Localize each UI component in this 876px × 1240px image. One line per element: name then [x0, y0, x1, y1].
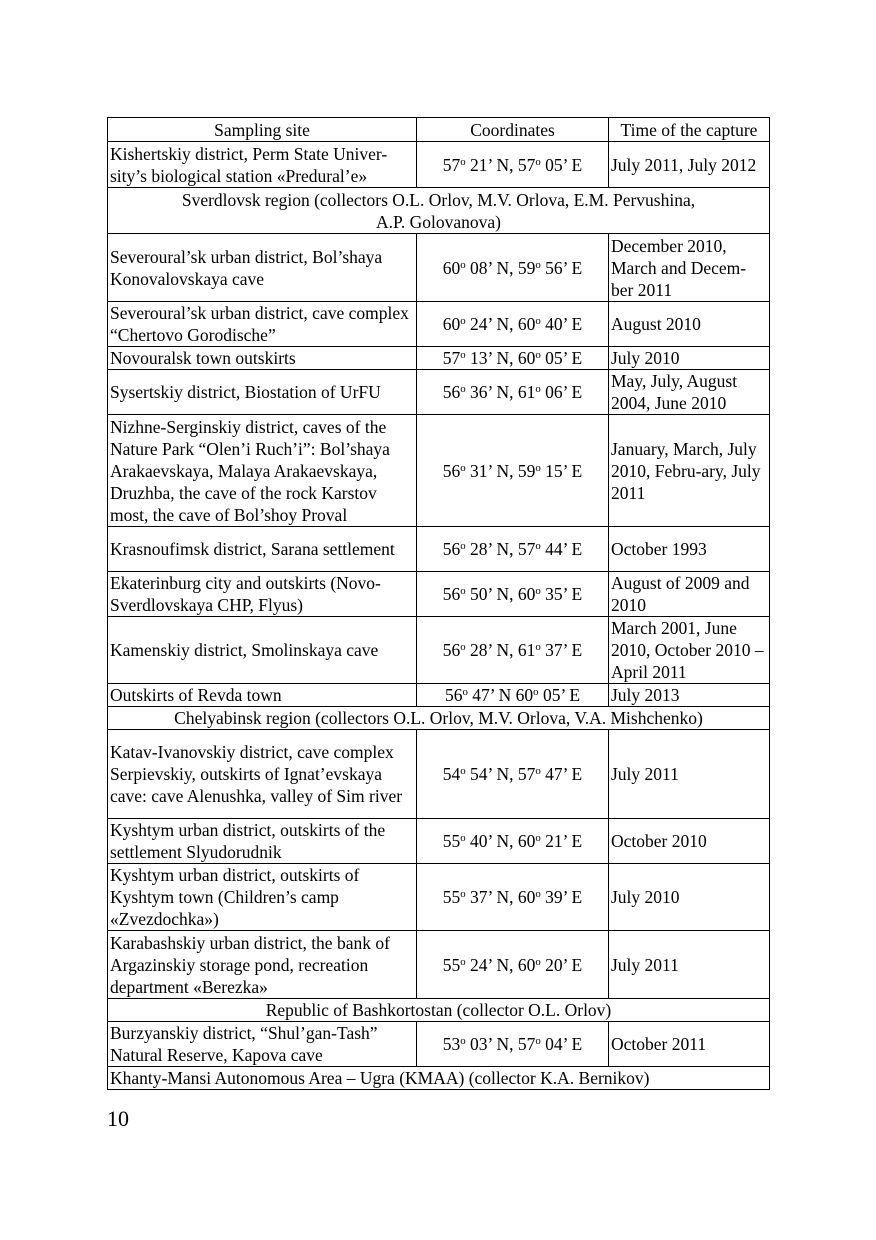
longitude-degrees: 57 — [517, 539, 536, 559]
sampling-site-cell: Karabashskiy urban district, the bank of Argazinskiy storage pond, recreation department «Berezka» — [108, 931, 417, 999]
capture-time-cell: July 2010 — [609, 864, 770, 931]
degree-mark: o — [533, 686, 539, 699]
sampling-site-cell: Sysertskiy district, Biostation of UrFU — [108, 370, 417, 415]
longitude-degrees: 60 — [515, 685, 534, 705]
longitude-minutes: 05’ E — [540, 348, 583, 368]
latitude-degrees: 55 — [442, 831, 461, 851]
latitude-minutes: 13’ N, — [465, 348, 518, 368]
longitude-minutes: 47’ E — [540, 764, 583, 784]
table-row — [108, 572, 770, 617]
sampling-site-cell: Severoural’sk urban district, cave complex “Chertovo Gorodische” — [108, 302, 417, 347]
latitude-minutes: 36’ N, — [465, 382, 518, 402]
table-header-row — [108, 118, 770, 142]
latitude-minutes: 54’ N, — [465, 764, 518, 784]
longitude-minutes: 35’ E — [540, 584, 583, 604]
sampling-site-cell: Kyshtym urban district, outskirts of the settlement Slyudorudnik — [108, 819, 417, 864]
longitude-degrees: 57 — [517, 764, 536, 784]
latitude-minutes: 21’ N, — [465, 154, 518, 175]
degree-mark: o — [535, 955, 541, 968]
longitude-degrees: 60 — [517, 954, 536, 975]
table-row — [108, 302, 770, 347]
longitude-degrees: 61 — [517, 382, 536, 402]
header-coordinates: Coordinates — [417, 118, 609, 142]
latitude-degrees: 56 — [442, 460, 461, 481]
sampling-site-cell: Novouralsk town outskirts — [108, 347, 417, 370]
latitude-minutes: 50’ N, — [465, 584, 518, 604]
degree-mark: o — [460, 585, 466, 598]
latitude-minutes: 28’ N, — [465, 640, 518, 660]
longitude-degrees: 61 — [517, 640, 536, 660]
capture-time-cell: May, July, August 2004, June 2010 — [609, 370, 770, 415]
latitude-degrees: 54 — [442, 764, 461, 784]
longitude-minutes: 37’ E — [540, 640, 583, 660]
table-row — [108, 1022, 770, 1067]
degree-mark: o — [460, 349, 466, 362]
capture-time-cell: October 1993 — [609, 527, 770, 572]
coordinates-cell — [417, 1022, 609, 1067]
table-row — [108, 684, 770, 707]
sampling-site-cell: Katav-Ivanovskiy district, cave complex Serpievskiy, outskirts of Ignat’evskaya cave: cave Alenushka, valley of Sim river — [108, 730, 417, 819]
longitude-minutes: 05’ E — [540, 154, 583, 175]
longitude-degrees: 60 — [517, 887, 536, 907]
table-row — [108, 617, 770, 684]
sampling-site-cell: Kamenskiy district, Smolinskaya cave — [108, 617, 417, 684]
capture-time-cell: August of 2009 and 2010 — [609, 572, 770, 617]
latitude-degrees: 55 — [442, 887, 461, 907]
sampling-site-cell: Kishertskiy district, Perm State Univer-sity’s biological station «Predural’e» — [108, 142, 417, 188]
degree-mark: o — [535, 585, 541, 598]
latitude-degrees: 57 — [442, 154, 461, 175]
degree-mark: o — [535, 349, 541, 362]
header-sampling-site: Sampling site — [108, 118, 417, 142]
latitude-minutes: 37’ N, — [465, 887, 518, 907]
longitude-minutes: 05’ E — [538, 685, 581, 705]
region-row — [108, 707, 770, 730]
longitude-minutes: 06’ E — [540, 382, 583, 402]
latitude-degrees: 56 — [442, 539, 461, 559]
longitude-degrees: 60 — [517, 314, 536, 334]
sampling-site-cell: Ekaterinburg city and outskirts (Novo-Sverdlovskaya CHP, Flyus) — [108, 572, 417, 617]
region-row — [108, 1067, 770, 1090]
longitude-minutes: 39’ E — [540, 887, 583, 907]
degree-mark: o — [460, 1035, 466, 1048]
latitude-minutes: 31’ N, — [465, 460, 518, 481]
capture-time-cell: July 2011 — [609, 931, 770, 999]
coordinates-cell — [417, 302, 609, 347]
capture-time-cell: August 2010 — [609, 302, 770, 347]
latitude-degrees: 57 — [442, 348, 461, 368]
coordinates-cell — [417, 415, 609, 527]
latitude-degrees: 60 — [442, 257, 461, 278]
table-row — [108, 415, 770, 527]
latitude-minutes: 24’ N, — [465, 314, 518, 334]
coordinates-cell — [417, 864, 609, 931]
coordinates-cell — [417, 617, 609, 684]
capture-time-cell: January, March, July 2010, Febru-ary, July 2011 — [609, 415, 770, 527]
coordinates-cell — [417, 730, 609, 819]
degree-mark: o — [460, 765, 466, 778]
coordinates-cell — [417, 931, 609, 999]
longitude-minutes: 20’ E — [540, 954, 583, 975]
latitude-degrees: 56 — [442, 382, 461, 402]
degree-mark: o — [535, 641, 541, 654]
coordinates-cell — [417, 684, 609, 707]
region-heading: Chelyabinsk region (collectors O.L. Orlov, M.V. Orlova, V.A. Mishchenko) — [108, 707, 770, 730]
region-heading: Republic of Bashkortostan (collector O.L. Orlov) — [108, 999, 770, 1022]
degree-mark: o — [535, 315, 541, 328]
table-row — [108, 931, 770, 999]
degree-mark: o — [460, 832, 466, 845]
longitude-minutes: 44’ E — [540, 539, 583, 559]
degree-mark: o — [535, 155, 541, 168]
capture-time-cell: December 2010, March and Decem-ber 2011 — [609, 234, 770, 302]
header-time-of-capture: Time of the capture — [609, 118, 770, 142]
degree-mark: o — [535, 258, 541, 271]
longitude-degrees: 57 — [517, 1034, 536, 1054]
region-heading: Sverdlovsk region (collectors O.L. Orlov, M.V. Orlova, E.M. Pervushina, A.P. Golovanova) — [108, 188, 770, 234]
capture-time-cell: October 2011 — [609, 1022, 770, 1067]
degree-mark: o — [460, 540, 466, 553]
longitude-degrees: 60 — [517, 831, 536, 851]
capture-time-cell: July 2011 — [609, 730, 770, 819]
degree-mark: o — [535, 383, 541, 396]
coordinates-cell — [417, 572, 609, 617]
coordinates-cell — [417, 819, 609, 864]
longitude-minutes: 15’ E — [540, 460, 583, 481]
degree-mark: o — [460, 258, 466, 271]
table-body — [108, 142, 770, 1090]
degree-mark: o — [460, 955, 466, 968]
table-row — [108, 347, 770, 370]
latitude-minutes: 28’ N, — [465, 539, 518, 559]
degree-mark: o — [462, 686, 468, 699]
region-row — [108, 188, 770, 234]
degree-mark: o — [535, 765, 541, 778]
latitude-degrees: 60 — [442, 314, 461, 334]
coordinates-cell — [417, 234, 609, 302]
latitude-degrees: 56 — [444, 685, 463, 705]
longitude-minutes: 21’ E — [540, 831, 583, 851]
longitude-degrees: 59 — [517, 460, 536, 481]
latitude-degrees: 56 — [442, 584, 461, 604]
degree-mark: o — [535, 540, 541, 553]
degree-mark: o — [460, 888, 466, 901]
table-row — [108, 819, 770, 864]
capture-time-cell: July 2013 — [609, 684, 770, 707]
table-row — [108, 527, 770, 572]
longitude-minutes: 04’ E — [540, 1034, 583, 1054]
longitude-degrees: 60 — [517, 584, 536, 604]
latitude-minutes: 03’ N, — [465, 1034, 518, 1054]
longitude-minutes: 56’ E — [540, 257, 583, 278]
region-row — [108, 999, 770, 1022]
longitude-degrees: 59 — [517, 257, 536, 278]
latitude-degrees: 56 — [442, 640, 461, 660]
coordinates-cell — [417, 142, 609, 188]
longitude-degrees: 57 — [517, 154, 536, 175]
longitude-degrees: 60 — [517, 348, 536, 368]
degree-mark: o — [460, 155, 466, 168]
table-row — [108, 864, 770, 931]
capture-time-cell: March 2001, June 2010, October 2010 – April 2011 — [609, 617, 770, 684]
longitude-minutes: 40’ E — [540, 314, 583, 334]
sampling-site-cell: Nizhne-Serginskiy district, caves of the Nature Park “Olen’i Ruch’i”: Bol’shaya Arakaevskaya, Malaya Arakaevskaya, Druzhba, the cave of the rock Karstov most, the cave of Bol’shoy Proval — [108, 415, 417, 527]
latitude-degrees: 55 — [442, 954, 461, 975]
degree-mark: o — [535, 461, 541, 474]
latitude-minutes: 08’ N, — [465, 257, 518, 278]
latitude-minutes: 47’ N — [467, 685, 516, 705]
degree-mark: o — [535, 1035, 541, 1048]
capture-time-cell: July 2011, July 2012 — [609, 142, 770, 188]
degree-mark: o — [535, 888, 541, 901]
sampling-sites-table — [107, 117, 770, 1090]
sampling-site-cell: Krasnoufimsk district, Sarana settlement — [108, 527, 417, 572]
table-row — [108, 234, 770, 302]
table-row — [108, 730, 770, 819]
coordinates-cell — [417, 527, 609, 572]
latitude-minutes: 24’ N, — [465, 954, 518, 975]
sampling-site-cell: Burzyanskiy district, “Shul’gan-Tash” Natural Reserve, Kapova cave — [108, 1022, 417, 1067]
coordinates-cell — [417, 347, 609, 370]
degree-mark: o — [460, 461, 466, 474]
capture-time-cell: July 2010 — [609, 347, 770, 370]
sampling-site-cell: Kyshtym urban district, outskirts of Kyshtym town (Children’s camp «Zvezdochka») — [108, 864, 417, 931]
degree-mark: o — [460, 641, 466, 654]
page-number: 10 — [107, 1106, 129, 1131]
table-row — [108, 142, 770, 188]
degree-mark: o — [460, 315, 466, 328]
sampling-site-cell: Severoural’sk urban district, Bol’shaya Konovalovskaya cave — [108, 234, 417, 302]
sampling-site-cell: Outskirts of Revda town — [108, 684, 417, 707]
latitude-degrees: 53 — [442, 1034, 461, 1054]
capture-time-cell: October 2010 — [609, 819, 770, 864]
region-heading: Khanty-Mansi Autonomous Area – Ugra (KMAA) (collector K.A. Bernikov) — [108, 1067, 770, 1090]
degree-mark: o — [535, 832, 541, 845]
latitude-minutes: 40’ N, — [465, 831, 518, 851]
degree-mark: o — [460, 383, 466, 396]
table-row — [108, 370, 770, 415]
coordinates-cell — [417, 370, 609, 415]
